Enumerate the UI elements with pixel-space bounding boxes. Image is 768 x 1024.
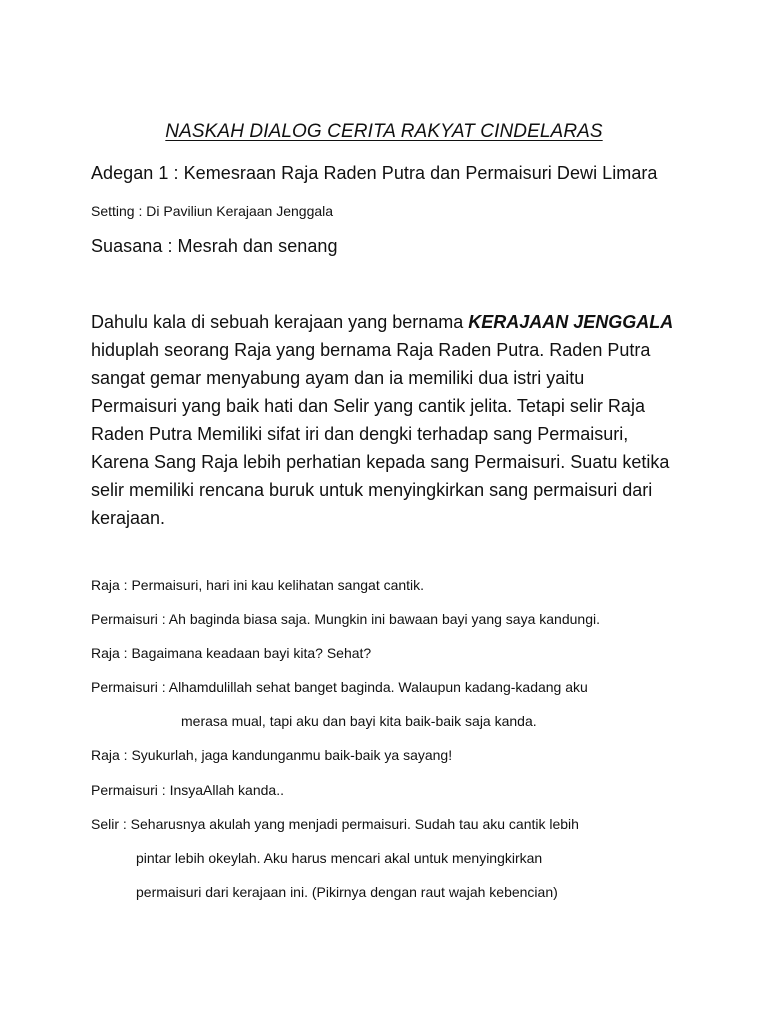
narration-line: kerajaan. [91,508,166,528]
atmosphere-line: Suasana : Mesrah dan senang [91,236,338,256]
narration-line: hiduplah seorang Raja yang bernama Raja Raden Putra. Raden Putra [91,340,651,360]
dialog-line: Raja : Permaisuri, hari ini kau kelihatan sangat cantik. [91,577,425,593]
setting-line: Setting : Di Paviliun Kerajaan Jenggala [91,203,334,219]
narration-line: Raden Putra Memiliki sifat iri dan dengki terhadap sang Permaisuri, [91,424,629,444]
dialog-line: Raja : Bagaimana keadaan bayi kita? Sehat? [91,645,372,661]
dialog-line: Permaisuri : InsyaAllah kanda.. [91,782,284,798]
narration-paragraph [91,308,691,532]
document-title: NASKAH DIALOG CERITA RAKYAT CINDELARAS [165,121,603,142]
dialog-line: Permaisuri : Ah baginda biasa saja. Mungkin ini bawaan bayi yang saya kandungi. [91,611,600,627]
dialog-continuation: merasa mual, tapi aku dan bayi kita baik-baik saja kanda. [181,713,537,729]
narration-line [91,308,691,336]
narration-line: Karena Sang Raja lebih perhatian kepada sang Permaisuri. Suatu ketika [91,452,670,472]
scene-heading: Adegan 1 : Kemesraan Raja Raden Putra dan Permaisuri Dewi Limara [91,163,658,183]
narration-line: Permaisuri yang baik hati dan Selir yang cantik jelita. Tetapi selir Raja [91,396,645,416]
dialog-line: Raja : Syukurlah, jaga kandunganmu baik-baik ya sayang! [91,747,453,763]
dialog-line: Permaisuri : Alhamdulillah sehat banget baginda. Walaupun kadang-kadang aku [91,679,588,695]
dialog-continuation: pintar lebih okeylah. Aku harus mencari akal untuk menyingkirkan [136,850,543,866]
kingdom-name: KERAJAAN JENGGALA [468,312,674,332]
dialog-continuation: permaisuri dari kerajaan ini. (Pikirnya dengan raut wajah kebencian) [136,884,558,900]
narration-line: sangat gemar menyabung ayam dan ia memiliki dua istri yaitu [91,368,585,388]
narration-text: Dahulu kala di sebuah kerajaan yang bernama [91,312,469,332]
dialog-line: Selir : Seharusnya akulah yang menjadi permaisuri. Sudah tau aku cantik lebih [91,816,579,832]
narration-line: selir memiliki rencana buruk untuk menyingkirkan sang permaisuri dari [91,480,653,500]
